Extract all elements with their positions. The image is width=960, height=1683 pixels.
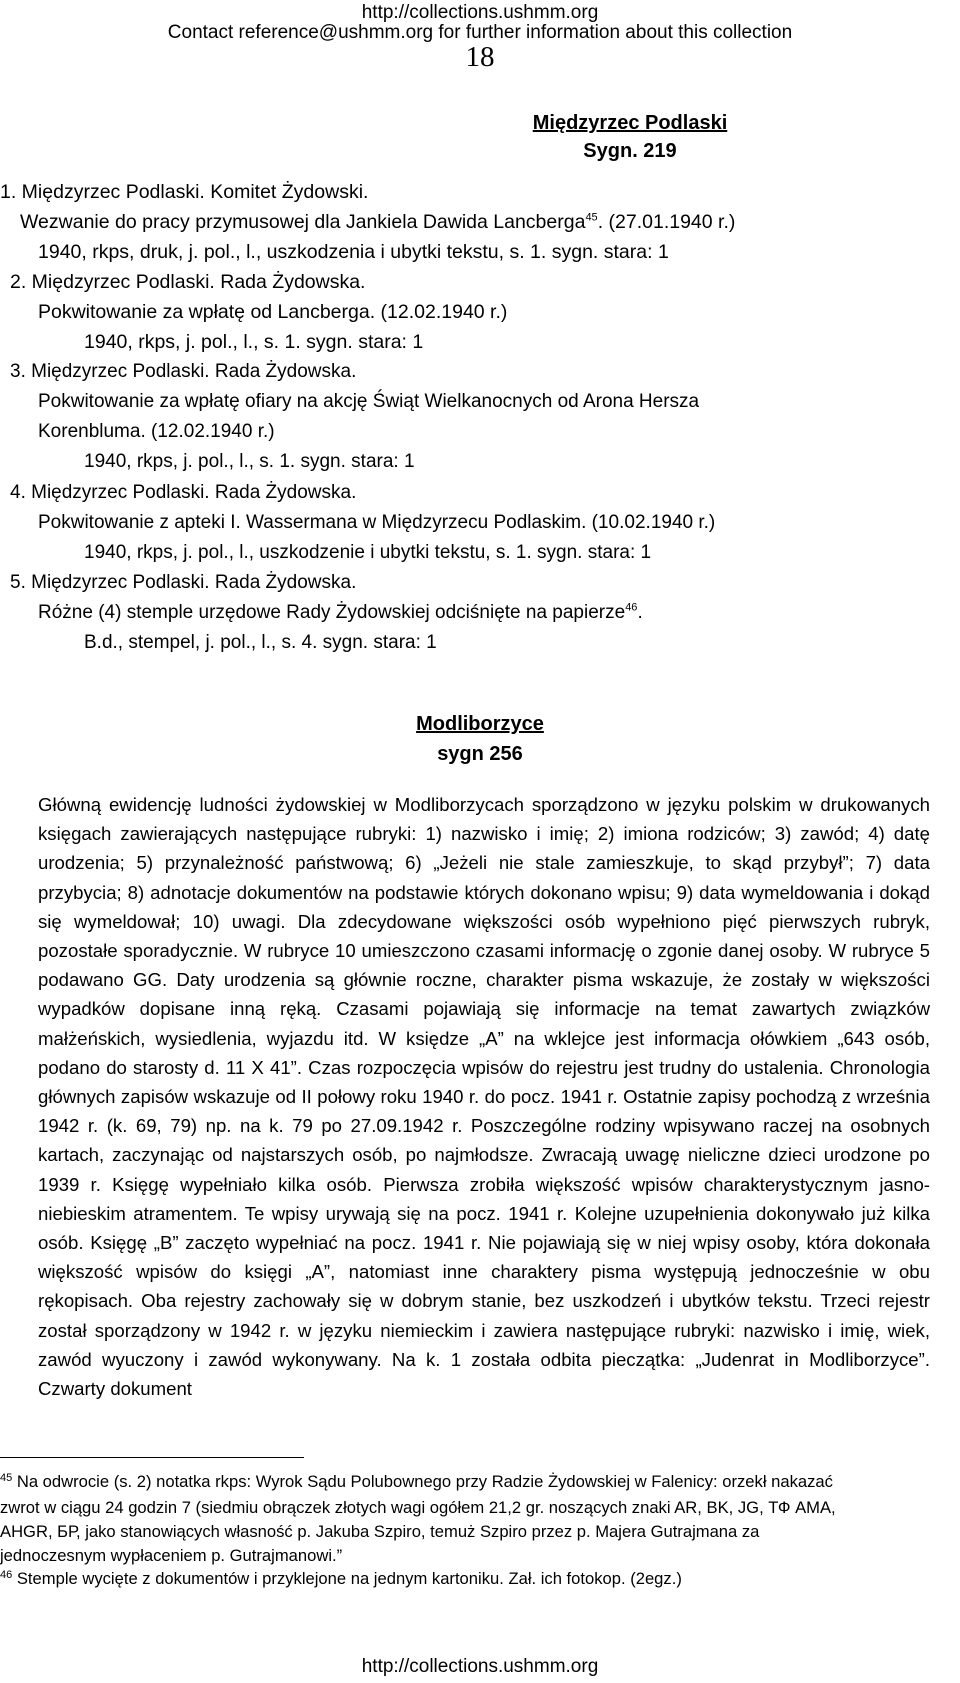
footnote-number: 46: [0, 1569, 13, 1581]
section-signature: sygn 256: [437, 743, 523, 765]
entry-line: 1940, rkps, j. pol., l., s. 1. sygn. stara: 1: [84, 451, 415, 472]
page-number: 18: [465, 41, 495, 73]
entry-line: B.d., stempel, j. pol., l., s. 4. sygn. stara: 1: [84, 632, 437, 653]
entry-line: Pokwitowanie za wpłatę ofiary na akcję Świąt Wielkanocnych od Arona Hersza: [38, 391, 700, 412]
footnote-line: AHGR, БР, jako stanowiących własność p. Jakuba Szpiro, temuż Szpiro przez p. Majera Gutrajmana za: [0, 1522, 760, 1541]
entry-line: 5. Międzyrzec Podlaski. Rada Żydowska.: [10, 572, 357, 593]
entry-line: 1. Międzyrzec Podlaski. Komitet Żydowski.: [0, 181, 369, 203]
header-url[interactable]: http://collections.ushmm.org: [361, 2, 599, 23]
entry-line: 4. Międzyrzec Podlaski. Rada Żydowska.: [10, 482, 357, 503]
footnote-separator: [0, 1457, 304, 1458]
description-paragraph: Główną ewidencję ludności żydowskiej w Modliborzycach sporządzono w języku polskim w drukowanych księgach zawierających następujące rubryki: 1) nazwisko i imię; 2) imiona rodziców; 3) zawód; 4) datę urodzenia; 5) przynależność państwową; 6) „Jeżeli nie stale zamieszkuje, to skąd przybył”; 7) data przybycia; 8) adnotacje dokumentów na podstawie których dokonano wpisu; 9) data wymeldowania i dokąd się wymeldował; 10) uwagi. Dla zdecydowane większości osób wypełniono pięć pierwszych rubryk, pozostałe sporadycznie. W rubryce 10 umieszczono czasami informację o zgonie danej osoby. W rubryce 5 podawano GG. Daty urodzenia są głównie roczne, charakter pisma wskazuje, że zostały w większości wypadków dopisane inną ręką. Czasami pojawiają się informacje na temat zawartych związków małżeńskich, wysiedlenia, wyjazdu itd. W księdze „A” na wklejce jest informacja ołówkiem „643 osób, podano do starosty d. 11 X 41”. Czas rozpoczęcia wpisów do rejestru jest trudny do ustalenia. Chronologia głównych zapisów wskazuje od II połowy roku 1940 r. do pocz. 1941 r. Ostatnie zapisy pochodzą z września 1942 r. (k. 69, 79) np. na k. 79 po 27.09.1942 r. Poszczególne rodziny wpisywano raczej na osobnych kartach, zaczynając od najstarszych osób, po najmłodsze. Zwracają uwagę nieliczne dzieci urodzone po 1939 r. Księgę wypełniało kilka osób. Pierwsza zrobiła większość wpisów charakterystycznym jasno-niebieskim atramentem. Te wpisy urywają się na pocz. 1941 r. Kolejne uzupełnienia dokonywało już kilka osób. Księgę „B” zaczęto wypełniać na pocz. 1941 r. Nie pojawiają się w niej wpisy osoby, która dokonała większość wpisów do księgi „A”, natomiast inne charaktery pisma występują jednocześnie w obu rękopisach. Oba rejestry zachowały się w dobrym stanie, bez uszkodzeń i ubytków tekstu. Trzeci rejestr został sporządzony w 1942 r. w języku niemieckim i zawiera następujące rubryki: nazwisko i imię, wiek, zawód wyuczony i zawód wykonywany. Na k. 1 została odbita pieczątka: „Judenrat in Modliborzyce”. Czwarty dokument: [38, 794, 930, 1400]
entry-line: Wezwanie do pracy przymusowej dla Jankiela Dawida Lancberga$^{45}$. (27.01.1940 r.): [20, 211, 736, 233]
entry-line: 1940, rkps, j. pol., l., uszkodzenie i ubytki tekstu, s. 1. sygn. stara: 1: [84, 542, 652, 563]
footnote: [0, 1567, 945, 1593]
footnote-line: $^{45}$ Na odwrocie (s. 2) notatka rkps: Wyrok Sądu Polubownego przy Radzie Żydowskiej w Falenicy: orzekł nakazać: [0, 1472, 833, 1491]
entry-line: 3. Międzyrzec Podlaski. Rada Żydowska.: [10, 361, 357, 382]
entry-line: Pokwitowanie za wpłatę od Lancberga. (12.02.1940 r.): [38, 301, 508, 323]
header-contact[interactable]: Contact reference@ushmm.org for further information about this collection: [167, 22, 793, 43]
section-title: Modliborzyce: [416, 713, 544, 735]
footnote-line: jednoczesnym wypłaceniem p. Gutrajmanowi.”: [0, 1546, 343, 1565]
entry-line: 2. Międzyrzec Podlaski. Rada Żydowska.: [10, 271, 366, 293]
footer-url[interactable]: http://collections.ushmm.org: [361, 1656, 599, 1677]
section-title: Międzyrzec Podlaski: [532, 112, 728, 134]
footnote-ref: 46: [625, 601, 638, 614]
entry-line: 1940, rkps, druk, j. pol., l., uszkodzenia i ubytki tekstu, s. 1. sygn. stara: 1: [38, 241, 669, 263]
footnote-ref: 45: [585, 211, 598, 224]
footnote-line: zwrot w ciągu 24 godzin 7 (siedmiu obrączek złotych wagi ogółem 21,2 gr. noszących znaki AR, BK, JG, ТФ AMA,: [0, 1498, 836, 1517]
entry-line: Różne (4) stemple urzędowe Rady Żydowskiej odciśnięte na papierze$^{46}$.: [38, 601, 643, 623]
footnote-number: 45: [0, 1472, 13, 1484]
entry-line: Pokwitowanie z apteki I. Wassermana w Międzyrzecu Podlaskim. (10.02.1940 r.): [38, 512, 716, 533]
entry-line: Korenbluma. (12.02.1940 r.): [38, 421, 275, 442]
footnote-line: $^{46}$ Stemple wycięte z dokumentów i przyklejone na jednym kartoniku. Zał. ich fotokop. (2egz.): [0, 1569, 682, 1588]
section-signature: Sygn. 219: [583, 140, 677, 162]
footnote: [0, 1470, 945, 1568]
entry-line: 1940, rkps, j. pol., l., s. 1. sygn. stara: 1: [84, 331, 424, 353]
